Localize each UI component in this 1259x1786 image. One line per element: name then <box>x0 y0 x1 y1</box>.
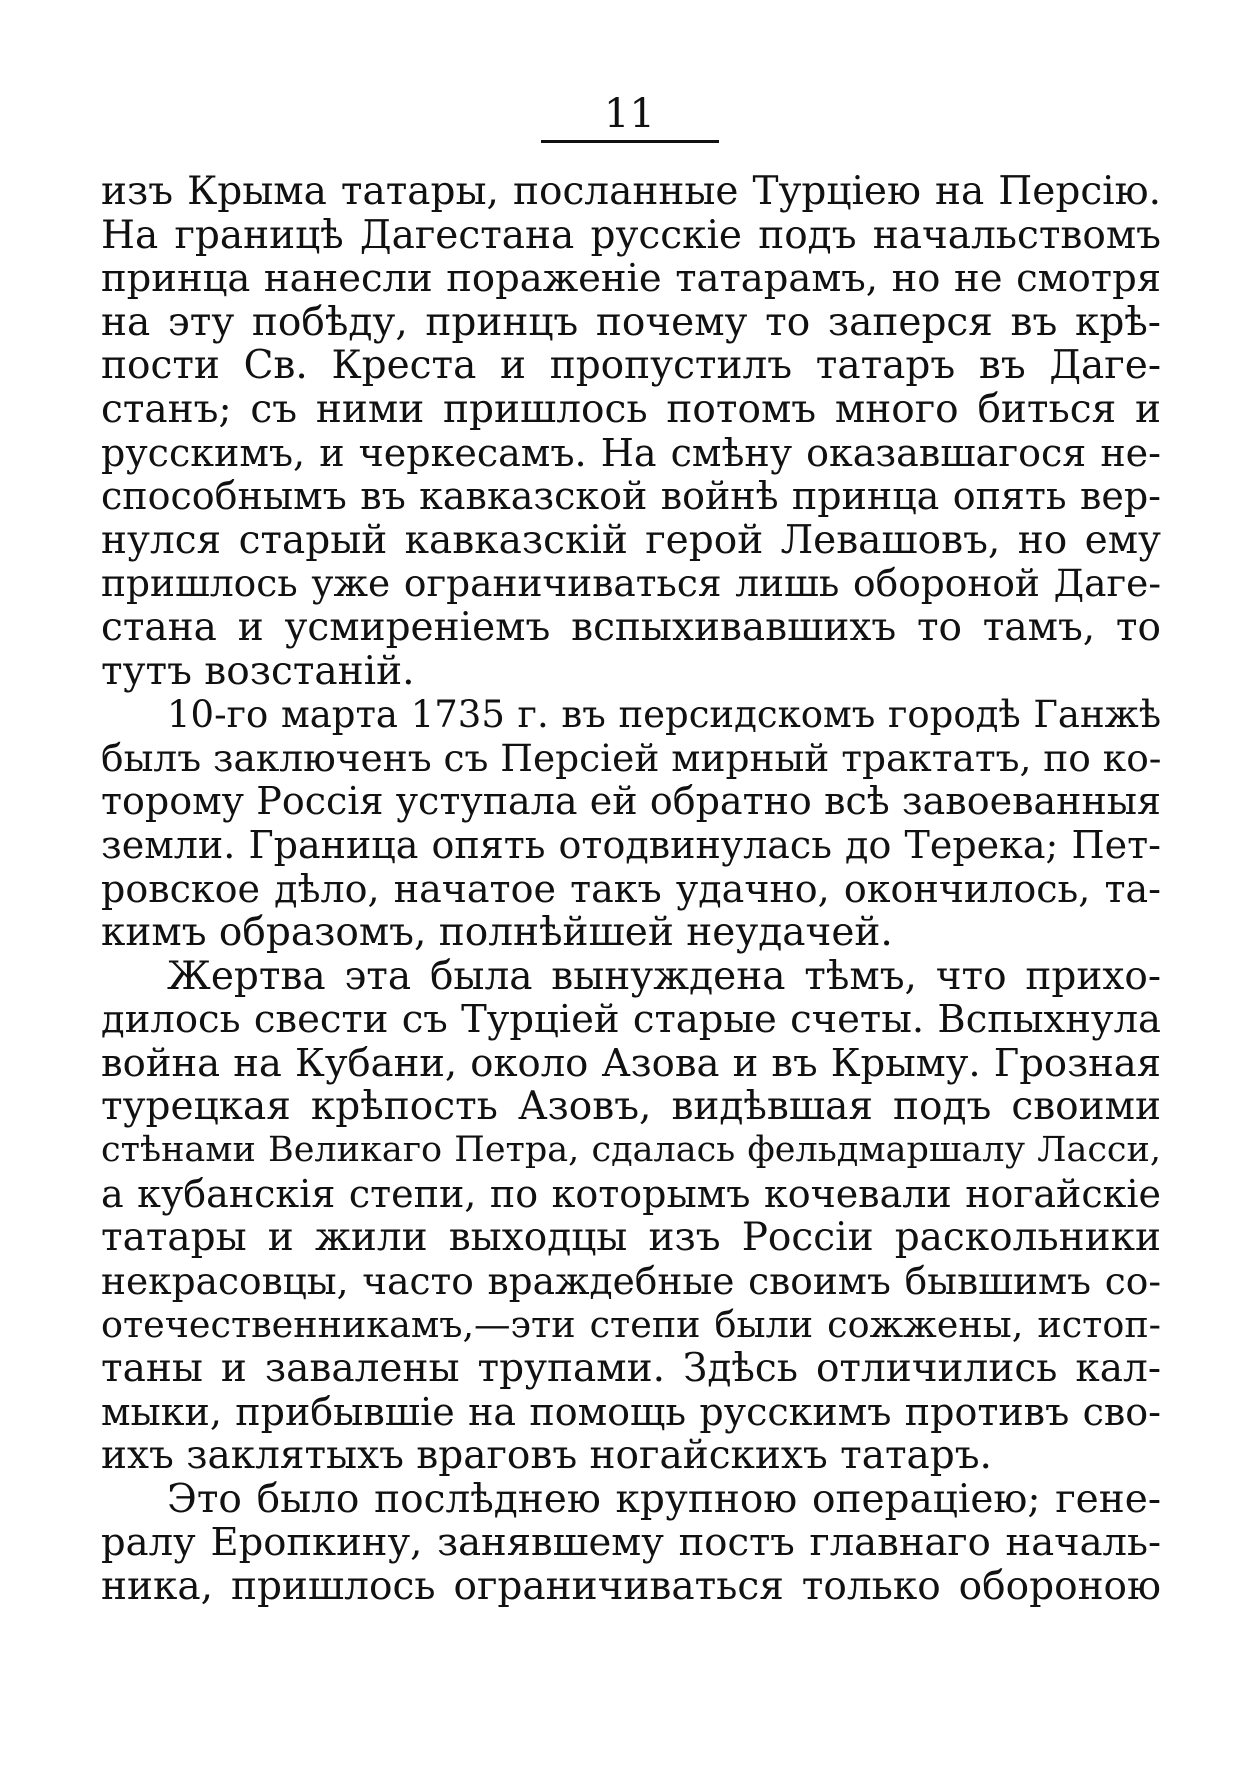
text-line: ралу Еропкину, занявшему постъ главнаго началь- <box>101 1520 1161 1566</box>
text-line: кимъ образомъ, полнѣйшей неудачей. <box>101 910 893 956</box>
text-line: нулся старый кавказскій герой Левашовъ, но ему <box>101 517 1161 563</box>
text-line: ровское дѣло, начатое такъ удачно, окончилось, та- <box>101 866 1161 911</box>
page-number-rule <box>541 140 719 143</box>
text-line: способнымъ въ кавказской войнѣ принца опять вер- <box>101 474 1161 519</box>
text-line: татары и жили выходцы изъ Россіи раскольники <box>101 1215 1161 1261</box>
text-line: а кубанскія степи, по которымъ кочевали ногайскіе <box>101 1171 1161 1216</box>
text-line: земли. Граница опять отодвинулась до Терека; Пет- <box>101 822 1161 867</box>
text-line: былъ заключенъ съ Персіей мирный трактатъ, по ко- <box>101 735 1162 780</box>
text-line: пришлось уже ограничиваться лишь обороной Даге- <box>101 561 1161 606</box>
text-line: ихъ заклятыхъ враговъ ногайскихъ татаръ. <box>101 1433 992 1479</box>
text-line: Жертва эта была вынуждена тѣмъ, что прихо- <box>167 953 1161 999</box>
text-line: торому Россія уступала ей обратно всѣ завоеванныя <box>101 779 1161 824</box>
text-line: принца нанесли пораженіе татарамъ, но не смотря <box>101 256 1161 302</box>
text-line: дилось свести съ Турціей старые счеты. Вспыхнула <box>101 997 1161 1043</box>
text-line: 10-го марта 1735 г. въ персидскомъ городѣ Ганжѣ <box>167 693 1161 737</box>
text-line: тутъ возстаній. <box>101 648 415 694</box>
text-line: война на Кубани, около Азова и въ Крыму. Грозная <box>101 1040 1161 1086</box>
text-line: изъ Крыма татары, посланные Турціею на Персію. <box>101 169 1161 214</box>
text-line: некрасовцы, часто враждебные своимъ бывшимъ со- <box>101 1258 1161 1303</box>
text-line: Это было послѣднею крупною операціею; гене- <box>167 1476 1161 1522</box>
text-line: ника, пришлось ограничиваться только обороною <box>101 1564 1161 1609</box>
text-line: На границѣ Дагестана русскіе подъ начальствомъ <box>101 212 1161 258</box>
body-text <box>101 170 1161 1609</box>
text-line: пости Св. Креста и пропустилъ татаръ въ Даге- <box>101 343 1161 389</box>
page-number: 11 <box>604 91 655 137</box>
text-line: стана и усмиреніемъ вспыхивавшихъ то тамъ, то <box>101 604 1161 650</box>
text-line: на эту побѣду, принцъ почему то заперся въ крѣ- <box>101 299 1161 345</box>
text-line: мыки, прибывшіе на помощь русскимъ противъ сво- <box>101 1389 1161 1434</box>
text-line: отечественникамъ,—эти степи были сожжены, истоп- <box>101 1303 1161 1347</box>
text-line: стѣнами Великаго Петра, сдалась фельдмаршалу Ласси, <box>101 1130 1161 1171</box>
text-line: турецкая крѣпость Азовъ, видѣвшая подъ своими <box>101 1084 1161 1130</box>
text-line: станъ; съ ними пришлось потомъ много биться и <box>101 386 1161 432</box>
text-line: таны и завалены трупами. Здѣсь отличились кал- <box>101 1346 1161 1392</box>
text-line: русскимъ, и черкесамъ. На смѣну оказавшагося не- <box>101 430 1161 475</box>
